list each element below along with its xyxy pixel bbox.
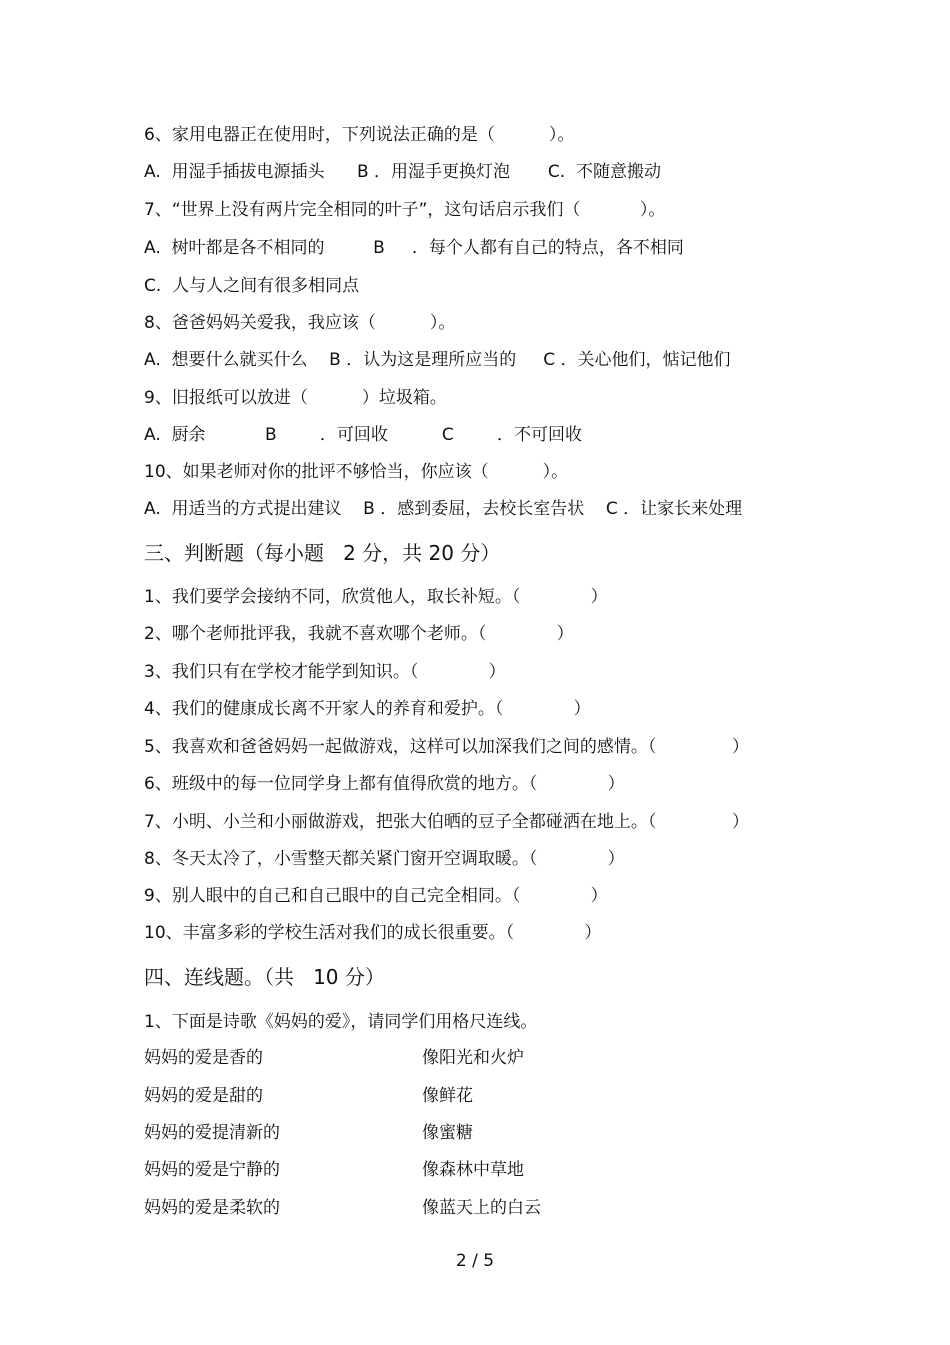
judge-8: 8、冬天太冷了，小雪整天都关紧门窗开空调取暖。（ ） [144,849,625,869]
matching-right-3: 像蜜糖 [422,1123,473,1143]
judge-6: 6、班级中的每一位同学身上都有值得欣赏的地方。（ ） [144,774,625,794]
question-6: 6、家用电器正在使用时，下列说法正确的是（ ）。 [144,125,575,145]
matching-right-2: 像鲜花 [422,1086,473,1106]
question-8-options: A. 想要什么就买什么 B ．认为这是理所应当的 C ．关心他们，惦记他们 [144,350,731,370]
judge-1: 1、我们要学会接纳不同，欣赏他人，取长补短。（ ） [144,587,608,607]
judge-4: 4、我们的健康成长离不开家人的养育和爱护。（ ） [144,699,591,719]
judge-9: 9、别人眼中的自己和自己眼中的自己完全相同。（ ） [144,886,608,906]
matching-left-2: 妈妈的爱是甜的 [144,1086,263,1106]
question-7: 7、“世界上没有两片完全相同的叶子”，这句话启示我们（ ）。 [144,200,666,220]
matching-left-1: 妈妈的爱是香的 [144,1048,263,1068]
judge-7: 7、小明、小兰和小丽做游戏，把张大伯晒的豆子全都碰洒在地上。（ ） [144,812,749,832]
judge-3: 3、我们只有在学校才能学到知识。（ ） [144,662,506,682]
question-6-options: A. 用湿手插拔电源插头 B ．用湿手更换灯泡 C. 不随意搬动 [144,162,661,182]
question-10: 10、如果老师对你的批评不够恰当，你应该（ ）。 [144,462,569,482]
matching-right-1: 像阳光和火炉 [422,1048,524,1068]
question-7-options-2: C. 人与人之间有很多相同点 [144,276,360,296]
matching-right-5: 像蓝天上的白云 [422,1198,541,1218]
section-4-heading: 四、连线题。（共 10 分） [144,965,385,989]
question-10-options: A. 用适当的方式提出建议 B ．感到委屈，去校长室告状 C ．让家长来处理 [144,499,743,519]
judge-5: 5、我喜欢和爸爸妈妈一起做游戏，这样可以加深我们之间的感情。（ ） [144,737,749,757]
question-7-options-1: A. 树叶都是各不相同的 B ．每个人都有自己的特点，各不相同 [144,238,684,258]
question-9: 9、旧报纸可以放进（ ）垃圾箱。 [144,388,447,408]
matching-left-3: 妈妈的爱提清新的 [144,1123,280,1143]
matching-left-4: 妈妈的爱是宁静的 [144,1160,280,1180]
matching-left-5: 妈妈的爱是柔软的 [144,1198,280,1218]
matching-right-4: 像森林中草地 [422,1160,524,1180]
judge-2: 2、哪个老师批评我，我就不喜欢哪个老师。（ ） [144,624,574,644]
matching-intro: 1、下面是诗歌《妈妈的爱》，请同学们用格尺连线。 [144,1012,538,1032]
question-9-options: A. 厨余 B ．可回收 C ．不可回收 [144,425,583,445]
page-number: 2 / 5 [455,1251,495,1271]
section-3-heading: 三、判断题（每小题 2 分，共 20 分） [144,541,501,565]
judge-10: 10、丰富多彩的学校生活对我们的成长很重要。（ ） [144,923,602,943]
question-8: 8、爸爸妈妈关爱我，我应该（ ）。 [144,313,456,333]
